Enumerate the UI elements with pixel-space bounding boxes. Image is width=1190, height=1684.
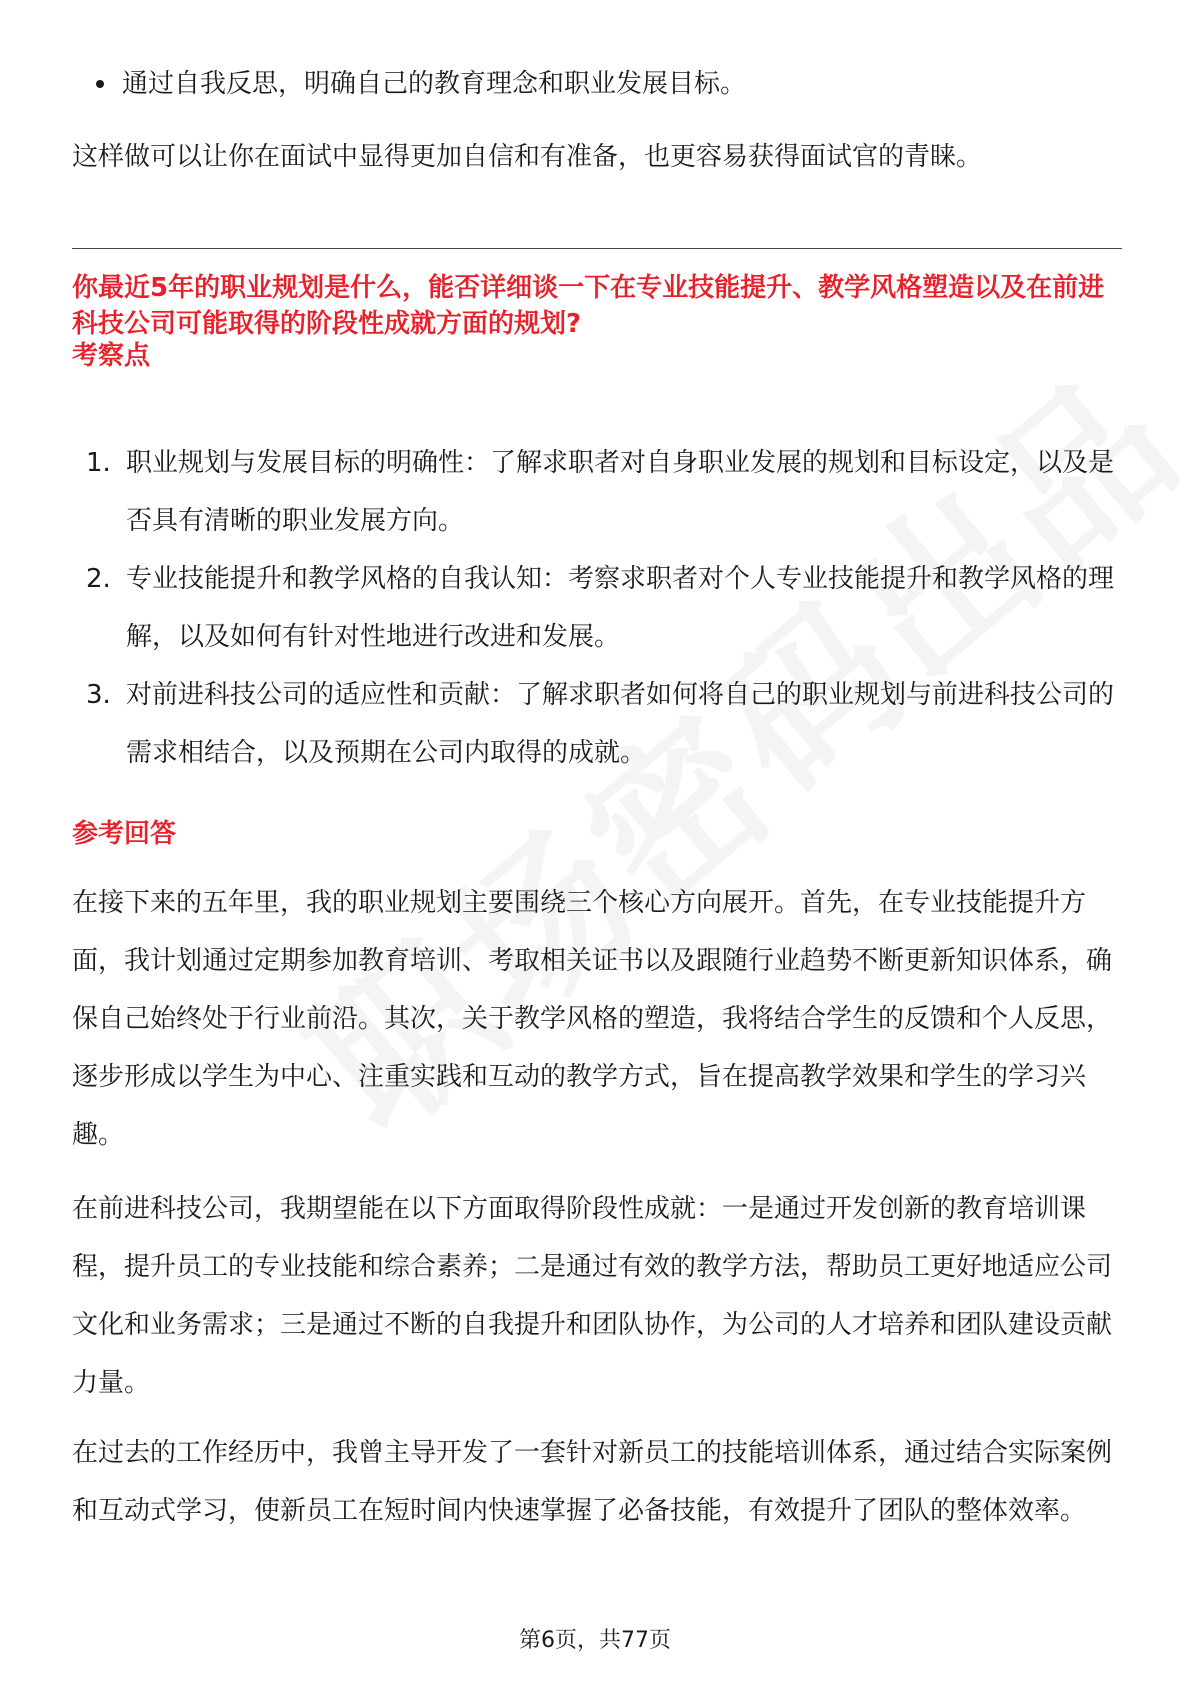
list-marker: 2. — [86, 564, 111, 594]
list-item — [72, 434, 1122, 550]
page-footer: 第6页，共77页 — [519, 1628, 671, 1653]
section-divider — [72, 248, 1122, 249]
list-marker: 3. — [86, 680, 111, 710]
top-bullet-text: 通过自我反思，明确自己的教育理念和职业发展目标。 — [122, 69, 747, 99]
top-bullet-item — [96, 62, 746, 106]
assessment-list — [72, 434, 1122, 782]
list-item-text: 对前进科技公司的适应性和贡献：了解求职者如何将自己的职业规划与前进科技公司的需求相结合，以及预期在公司内取得的成就。 — [126, 680, 1115, 768]
answer-paragraph: 在接下来的五年里，我的职业规划主要围绕三个核心方向展开。首先，在专业技能提升方面，我计划通过定期参加教育培训、考取相关证书以及跟随行业趋势不断更新知识体系，确保自己始终处于行业前沿。其次，关于教学风格的塑造，我将结合学生的反馈和个人反思，逐步形成以学生为中心、注重实践和互动的教学方式，旨在提高教学效果和学生的学习兴趣。 — [72, 888, 1113, 1150]
list-item — [72, 666, 1122, 782]
answer-paragraph: 在过去的工作经历中，我曾主导开发了一套针对新员工的技能培训体系，通过结合实际案例和互动式学习，使新员工在短时间内快速掌握了必备技能，有效提升了团队的整体效率。 — [72, 1438, 1113, 1526]
list-item-text: 专业技能提升和教学风格的自我认知：考察求职者对个人专业技能提升和教学风格的理解，以及如何有针对性地进行改进和发展。 — [126, 564, 1115, 652]
answer-heading: 参考回答 — [72, 819, 177, 849]
assessment-heading: 考察点 — [72, 341, 151, 371]
answer-paragraph: 在前进科技公司，我期望能在以下方面取得阶段性成就：一是通过开发创新的教育培训课程，提升员工的专业技能和综合素养；二是通过有效的教学方法，帮助员工更好地适应公司文化和业务需求；三是通过不断的自我提升和团队协作，为公司的人才培养和团队建设贡献力量。 — [72, 1194, 1113, 1398]
interview-question: 你最近5年的职业规划是什么，能否详细谈一下在专业技能提升、教学风格塑造以及在前进科技公司可能取得的阶段性成就方面的规划? — [72, 273, 1105, 339]
intro-summary: 这样做可以让你在面试中显得更加自信和有准备，也更容易获得面试官的青睐。 — [72, 142, 983, 172]
list-marker: 1. — [86, 448, 111, 478]
list-item — [72, 550, 1122, 666]
list-item-text: 职业规划与发展目标的明确性：了解求职者对自身职业发展的规划和目标设定，以及是否具有清晰的职业发展方向。 — [126, 448, 1115, 536]
bullet-dot-icon — [96, 80, 104, 88]
